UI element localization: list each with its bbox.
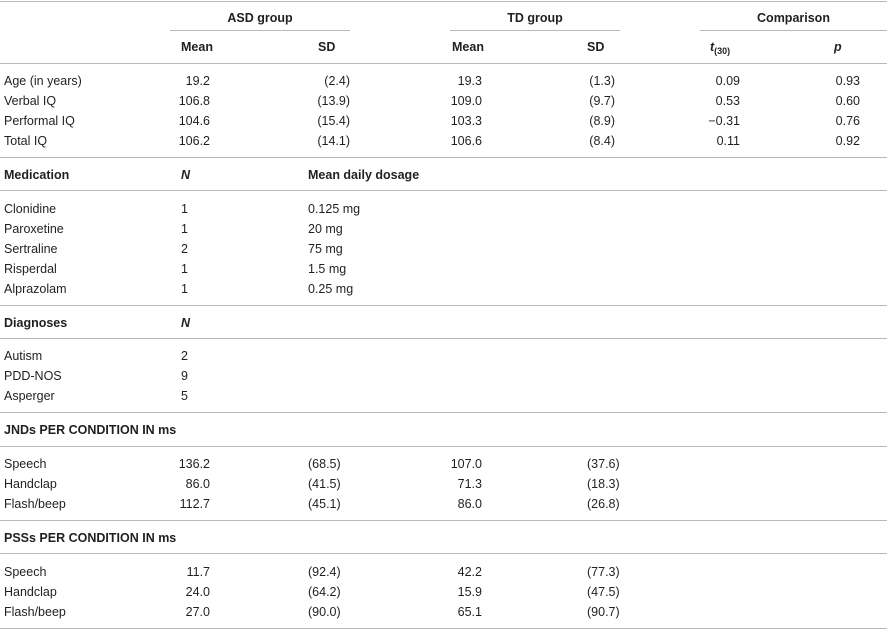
- demographics-label: Age (in years): [4, 74, 82, 88]
- medication-heading: Medication: [4, 168, 70, 182]
- td-sd-value: (47.5): [587, 585, 620, 599]
- asd-mean-value: 19.2: [185, 74, 210, 88]
- td-mean-value: 109.0: [450, 94, 482, 108]
- diagnosis-name: Autism: [4, 349, 43, 363]
- td-mean-value: 107.0: [450, 457, 482, 471]
- td-sd-value: (8.9): [589, 114, 615, 128]
- asd-sd-value: (14.1): [317, 134, 350, 148]
- medication-n-heading: N: [181, 168, 191, 182]
- diagnoses-n-heading: N: [181, 316, 191, 330]
- diagnosis-name: Asperger: [4, 389, 55, 403]
- rule-comparison-span: [700, 30, 887, 31]
- header-comparison: Comparison: [757, 11, 830, 25]
- asd-sd-value: (41.5): [308, 477, 341, 491]
- rule-asd-span: [170, 30, 350, 31]
- rule-jnds-bottom: [0, 520, 887, 521]
- header-t-stat: $t_{(30)}$: [710, 40, 731, 56]
- asd-mean-value: 24.0: [185, 585, 210, 599]
- condition-label: Speech: [4, 565, 47, 579]
- asd-mean-value: 106.8: [178, 94, 210, 108]
- td-mean-value: 19.3: [457, 74, 482, 88]
- condition-label: Handclap: [4, 477, 57, 491]
- td-mean-value: 106.6: [450, 134, 482, 148]
- medication-n: 1: [181, 282, 188, 296]
- header-p-value: p: [834, 40, 842, 54]
- medication-dosage: 75 mg: [308, 242, 343, 256]
- td-mean-value: 42.2: [457, 565, 482, 579]
- medication-name: Sertraline: [4, 242, 58, 256]
- p-value: 0.60: [835, 94, 860, 108]
- condition-label: Flash/beep: [4, 497, 66, 511]
- t-value: −0.31: [708, 114, 740, 128]
- asd-sd-value: (90.0): [308, 605, 341, 619]
- td-mean-value: 103.3: [450, 114, 482, 128]
- header-t-subscript: (30): [714, 46, 731, 56]
- asd-mean-value: 11.7: [186, 565, 210, 579]
- header-asd-mean: Mean: [181, 40, 213, 54]
- diagnosis-n: 9: [181, 369, 188, 383]
- asd-sd-value: (45.1): [308, 497, 341, 511]
- medication-dosage: 20 mg: [308, 222, 343, 236]
- p-value: 0.93: [835, 74, 860, 88]
- header-td-mean: Mean: [452, 40, 484, 54]
- asd-mean-value: 86.0: [185, 477, 210, 491]
- medication-name: Paroxetine: [4, 222, 64, 236]
- medication-dosage: 0.125 mg: [308, 202, 361, 216]
- td-sd-value: (26.8): [587, 497, 620, 511]
- header-td-group: TD group: [507, 11, 563, 25]
- rule-bottom: [0, 628, 887, 629]
- header-asd-group: ASD group: [227, 11, 293, 25]
- td-sd-value: (1.3): [589, 74, 615, 88]
- demographics-label: Total IQ: [4, 134, 48, 148]
- medication-dosage: 1.5 mg: [308, 262, 347, 276]
- diagnosis-n: 2: [181, 349, 188, 363]
- jnds-heading: JNDs PER CONDITION IN ms: [4, 423, 177, 437]
- header-td-sd: SD: [587, 40, 605, 54]
- medication-name: Risperdal: [4, 262, 57, 276]
- td-sd-value: (8.4): [589, 134, 615, 148]
- condition-label: Speech: [4, 457, 47, 471]
- asd-mean-value: 104.6: [178, 114, 210, 128]
- td-mean-value: 65.1: [457, 605, 482, 619]
- asd-mean-value: 136.2: [178, 457, 210, 471]
- medication-dosage: 0.25 mg: [308, 282, 354, 296]
- rule-pss-header-bottom: [0, 553, 887, 554]
- rule-top: [0, 1, 887, 2]
- asd-sd-value: (64.2): [308, 585, 341, 599]
- td-sd-value: (90.7): [587, 605, 620, 619]
- asd-sd-value: (15.4): [317, 114, 350, 128]
- rule-diagnoses-header-bottom: [0, 338, 887, 339]
- demographics-label: Verbal IQ: [4, 94, 57, 108]
- asd-sd-value: (2.4): [324, 74, 350, 88]
- condition-label: Handclap: [4, 585, 57, 599]
- diagnosis-n: 5: [181, 389, 188, 403]
- asd-mean-value: 112.7: [179, 497, 210, 511]
- td-sd-value: (9.7): [589, 94, 615, 108]
- p-value: 0.76: [835, 114, 860, 128]
- medication-name: Alprazolam: [4, 282, 67, 296]
- td-sd-value: (37.6): [587, 457, 620, 471]
- medication-n: 1: [181, 262, 188, 276]
- p-value: 0.92: [835, 134, 860, 148]
- rule-td-span: [450, 30, 620, 31]
- rule-medication-header-bottom: [0, 190, 887, 191]
- medication-name: Clonidine: [4, 202, 57, 216]
- rule-demographics-bottom: [0, 157, 887, 158]
- td-mean-value: 15.9: [457, 585, 482, 599]
- asd-sd-value: (92.4): [308, 565, 341, 579]
- rule-medication-bottom: [0, 305, 887, 306]
- t-value: 0.11: [716, 134, 740, 148]
- rule-diagnoses-bottom: [0, 412, 887, 413]
- t-value: 0.09: [715, 74, 740, 88]
- medication-n: 2: [181, 242, 188, 256]
- td-sd-value: (18.3): [587, 477, 620, 491]
- asd-sd-value: (68.5): [308, 457, 341, 471]
- td-mean-value: 86.0: [457, 497, 482, 511]
- asd-mean-value: 27.0: [185, 605, 210, 619]
- asd-mean-value: 106.2: [178, 134, 210, 148]
- medication-n: 1: [181, 222, 188, 236]
- condition-label: Flash/beep: [4, 605, 66, 619]
- header-asd-sd: SD: [318, 40, 336, 54]
- medication-n: 1: [181, 202, 188, 216]
- asd-sd-value: (13.9): [317, 94, 350, 108]
- demographics-label: Performal IQ: [4, 114, 75, 128]
- t-value: 0.53: [715, 94, 740, 108]
- rule-jnds-header-bottom: [0, 446, 887, 447]
- pss-heading: PSSs PER CONDITION IN ms: [4, 531, 177, 545]
- td-sd-value: (77.3): [587, 565, 620, 579]
- rule-header-bottom: [0, 63, 887, 64]
- td-mean-value: 71.3: [457, 477, 482, 491]
- diagnoses-heading: Diagnoses: [4, 316, 68, 330]
- diagnosis-name: PDD-NOS: [4, 369, 62, 383]
- dosage-heading: Mean daily dosage: [308, 168, 420, 182]
